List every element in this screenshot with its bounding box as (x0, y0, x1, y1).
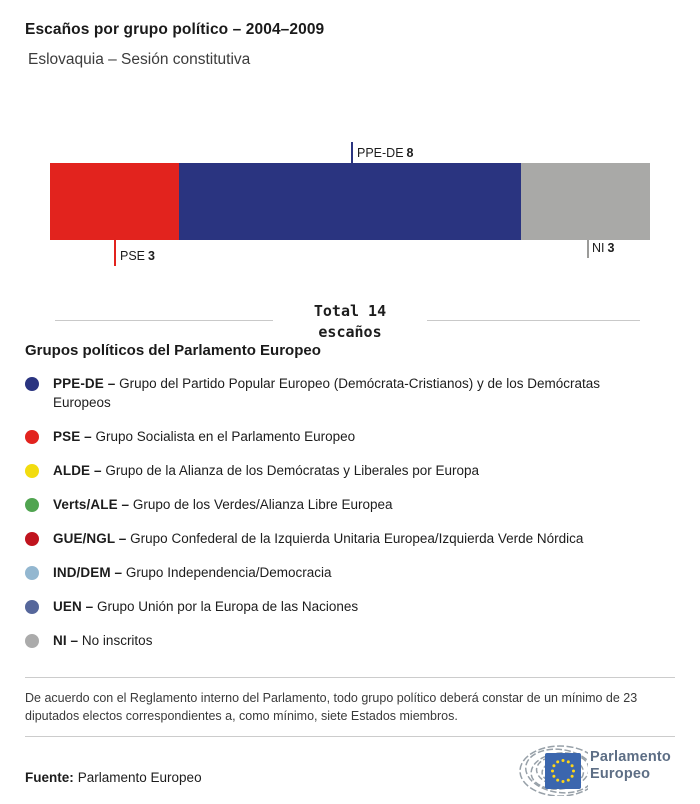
legend-color-dot (25, 532, 39, 546)
legend-group-abbr: GUE/NGL – (53, 531, 127, 546)
ni-seat-count: 3 (607, 241, 615, 255)
legend-item-text (53, 495, 643, 514)
legend-item (25, 597, 665, 616)
pse-callout-label (120, 249, 155, 263)
bar-segment-ppe-de[interactable] (179, 163, 522, 240)
legend-group-abbr: NI – (53, 633, 79, 648)
legend-group-description: Grupo de los Verdes/Alianza Libre Europea (129, 497, 393, 512)
ppe-de-seat-count: 8 (406, 146, 414, 160)
legend-color-dot (25, 430, 39, 444)
logo-wordmark-line1: Parlamento (590, 749, 671, 765)
legend-group-abbr: ALDE – (53, 463, 102, 478)
source-value: Parlamento Europeo (77, 770, 202, 785)
legend-group-description: Grupo del Partido Popular Europeo (Demócrata-Cristianos) y de los Demócratas Europeos (53, 376, 601, 410)
source-label: Fuente: (25, 770, 74, 785)
bar-segment-pse[interactable] (50, 163, 179, 240)
legend-group-description: Grupo de la Alianza de los Demócratas y Liberales por Europa (101, 463, 480, 478)
ppe-de-tick-line (351, 142, 353, 163)
total-seats-label (0, 301, 700, 343)
legend-item-text (53, 427, 643, 446)
legend-group-description: Grupo Unión por la Europa de las Naciones (93, 599, 359, 614)
footnote-rule-bottom (25, 736, 675, 737)
legend-item-text (53, 631, 643, 650)
total-seats-line2: escaños (318, 323, 382, 341)
legend-group-abbr: UEN – (53, 599, 94, 614)
ni-tick-line (587, 240, 589, 258)
legend-color-dot (25, 566, 39, 580)
hemicycle-icon (518, 742, 588, 796)
legend-group-abbr: IND/DEM – (53, 565, 123, 580)
legend-item (25, 529, 665, 548)
logo-wordmark (590, 749, 671, 783)
logo-wordmark-line2: Europeo (590, 766, 651, 782)
legend-item-text (53, 461, 643, 480)
legend-item (25, 427, 665, 446)
ppe-de-group-name: PPE-DE (357, 146, 404, 160)
legend-group-description: No inscritos (78, 633, 153, 648)
legend-group-description: Grupo Socialista en el Parlamento Europeo (91, 429, 356, 444)
seats-stacked-bar (50, 163, 650, 240)
legend-group-abbr: Verts/ALE – (53, 497, 130, 512)
ppe-de-callout-label (357, 146, 414, 160)
page-subtitle: Eslovaquia – Sesión constitutiva (28, 51, 251, 68)
legend-group-abbr: PSE – (53, 429, 92, 444)
ni-group-name: NI (592, 241, 605, 255)
legend-item (25, 374, 665, 412)
total-seats-line1: Total 14 (313, 302, 387, 320)
legend-group-abbr: PPE-DE – (53, 376, 116, 391)
ni-callout-label (592, 241, 614, 255)
footnote-text: De acuerdo con el Reglamento interno del Parlamento, todo grupo político deberá constar de un mínimo de 23 diputados electos correspondientes a, como mínimo, siete Estados miembros. (25, 691, 638, 723)
legend-item-text (53, 563, 643, 582)
legend-group-description: Grupo Confederal de la Izquierda Unitaria Europea/Izquierda Verde Nórdica (126, 531, 584, 546)
legend-list (25, 374, 665, 665)
legend-item-text (53, 374, 643, 412)
legend-item (25, 461, 665, 480)
pse-tick-line (114, 240, 116, 266)
legend-item-text (53, 597, 643, 616)
eu-flag-icon (545, 753, 581, 789)
legend-color-dot (25, 377, 39, 391)
pse-group-name: PSE (120, 249, 146, 263)
source-line (25, 770, 202, 785)
page-title: Escaños por grupo político – 2004–2009 (25, 21, 325, 38)
pse-seat-count: 3 (148, 249, 155, 263)
eu-parliament-logo (518, 742, 690, 796)
legend-group-description: Grupo Independencia/Democracia (122, 565, 332, 580)
legend-color-dot (25, 498, 39, 512)
legend-item (25, 563, 665, 582)
legend-heading: Grupos políticos del Parlamento Europeo (25, 342, 321, 359)
legend-color-dot (25, 600, 39, 614)
legend-item (25, 495, 665, 514)
legend-color-dot (25, 634, 39, 648)
legend-item-text (53, 529, 643, 548)
footnote-rule-top (25, 677, 675, 678)
bar-segment-ni[interactable] (521, 163, 650, 240)
legend-item (25, 631, 665, 650)
legend-color-dot (25, 464, 39, 478)
